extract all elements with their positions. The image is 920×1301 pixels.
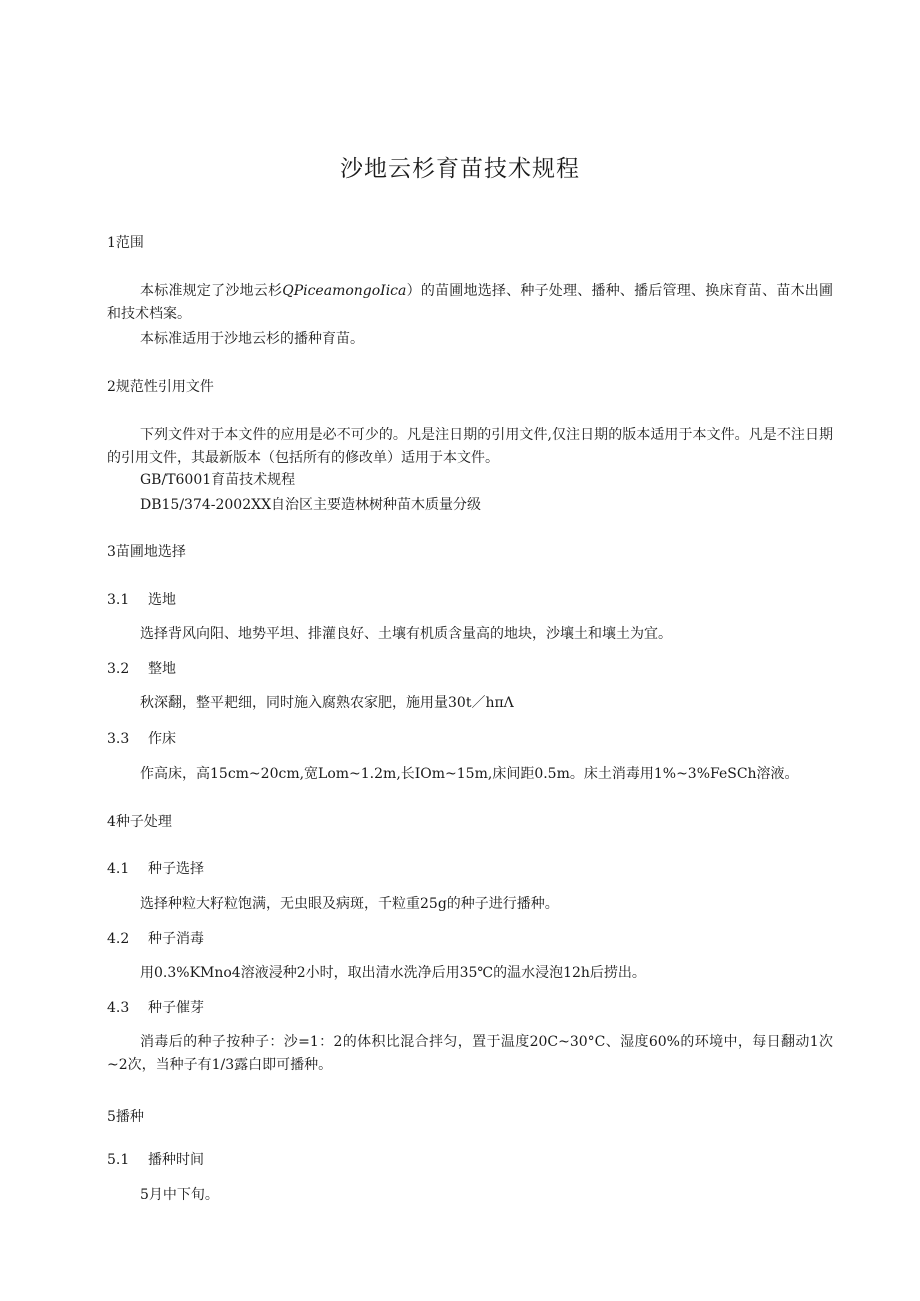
section-2-paragraph-1: 下列文件对于本文件的应用是必不可少的。凡是注日期的引用文件,仅注日期的版本适用于本文件。凡是不注日期的引用文件，其最新版本（包括所有的修改单）适用于本文件。 [107, 427, 833, 466]
section-5-1-title: 播种时间 [148, 1152, 204, 1168]
reference-2: DB15/374-2002XX自治区主要造林树种苗木质量分级 [140, 497, 482, 513]
section-3-1-title: 选地 [148, 592, 176, 608]
section-1-p1-before: 本标准规定了沙地云杉 [140, 283, 283, 299]
section-2-heading: 2规范性引用文件 [107, 379, 214, 395]
section-4-1-title: 种子选择 [148, 861, 204, 877]
section-4-3-title: 种子催芽 [148, 1000, 204, 1016]
section-3-2-heading [107, 659, 176, 679]
section-3-3-title: 作床 [148, 731, 176, 747]
section-3-2-text: 秋深翻，整平耙细，同时施入腐熟农家肥，施用量30t／hπΛ [140, 695, 514, 711]
section-3-heading: 3苗圃地选择 [107, 544, 186, 560]
section-3-1-heading [107, 590, 176, 610]
section-1-paragraph-1 [107, 280, 833, 326]
section-4-1-text: 选择种粒大籽粒饱满，无虫眼及病斑，千粒重25g的种子进行播种。 [140, 896, 559, 912]
section-3-3-text: 作高床，高15cm~20cm,宽Lom~1.2m,长IOm~15m,床间距0.5m。床土消毒用1%~3%FeSCh溶液。 [140, 766, 799, 782]
section-3-3-heading [107, 729, 176, 749]
document-title: 沙地云杉育苗技术规程 [340, 156, 580, 182]
section-5-1-number: 5.1 [107, 1152, 130, 1168]
section-5-heading: 5播种 [107, 1109, 144, 1125]
section-3-1-text: 选择背风向阳、地势平坦、排灌良好、土壤有机质含量高的地块，沙壤土和壤土为宜。 [140, 626, 672, 642]
section-5-1-text: 5月中下旬。 [140, 1187, 219, 1203]
section-3-3-number: 3.3 [107, 731, 130, 747]
section-4-3-number: 4.3 [107, 1000, 130, 1016]
section-4-2-text: 用0.3%KMno4溶液浸种2小时，取出清水洗净后用35℃的温水浸泡12h后捞出。 [140, 965, 646, 981]
section-5-1-heading [107, 1150, 204, 1170]
section-1-heading: 1范围 [107, 235, 144, 251]
section-3-2-number: 3.2 [107, 661, 130, 677]
section-4-1-number: 4.1 [107, 861, 130, 877]
section-3-1-number: 3.1 [107, 592, 130, 608]
section-3-2-title: 整地 [148, 661, 176, 677]
section-4-2-heading [107, 929, 204, 949]
section-4-1-heading [107, 859, 204, 879]
section-1-p1-after: ）的苗圃地选择、种子处理、播种、播后管理、换床育苗、苗木出圃和技术档案。 [107, 283, 834, 322]
section-4-heading: 4种子处理 [107, 814, 172, 830]
section-1-p1-latin: QPiceamongoIica [282, 283, 407, 299]
section-4-3-heading [107, 998, 204, 1018]
section-1-paragraph-2: 本标准适用于沙地云杉的播种育苗。 [140, 331, 364, 347]
section-4-3-text: 消毒后的种子按种子：沙=1：2的体积比混合拌匀，置于温度20C~30°C、湿度60%的环境中，每日翻动1次~2次，当种子有1/3露白即可播种。 [107, 1034, 833, 1073]
reference-1: GB/T6001育苗技术规程 [140, 472, 296, 488]
section-4-2-title: 种子消毒 [148, 931, 204, 947]
section-4-2-number: 4.2 [107, 931, 130, 947]
